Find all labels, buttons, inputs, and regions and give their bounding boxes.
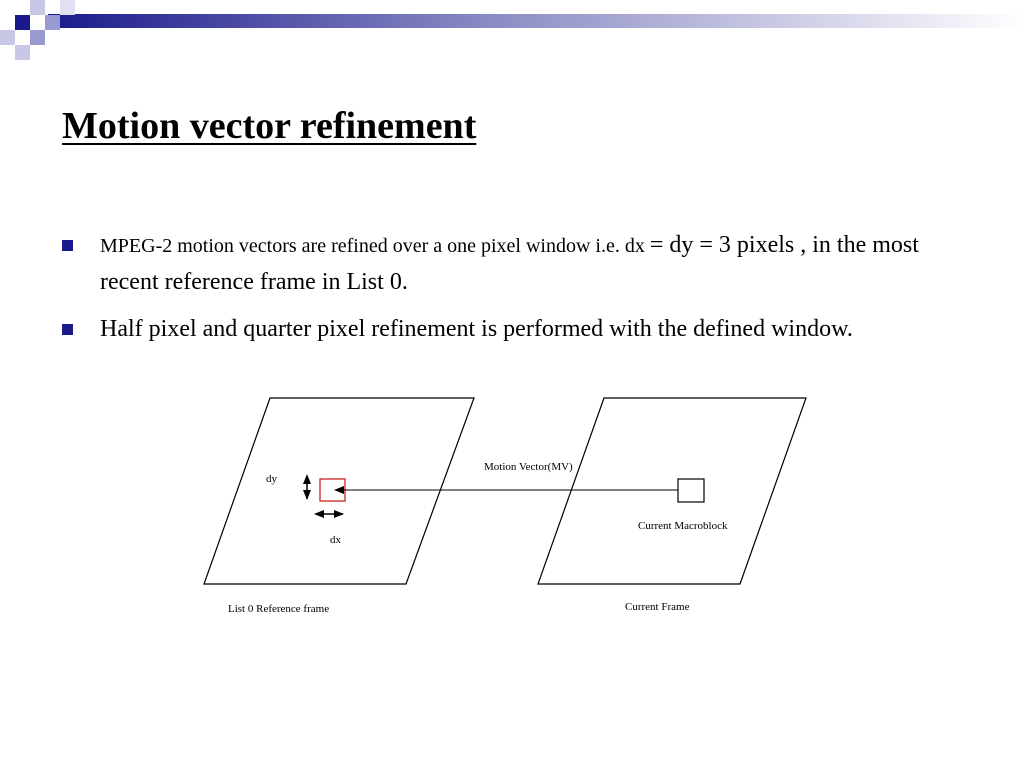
motion-vector-label: Motion Vector(MV) (484, 461, 573, 473)
square-bullet-icon (62, 240, 73, 251)
bullet-text: , in the most recent reference frame in List 0. (100, 232, 919, 295)
header-decoration (0, 0, 1024, 64)
dy-label: dy (266, 473, 277, 485)
current-frame-label: Current Frame (625, 601, 690, 613)
bullet-item (62, 228, 982, 302)
bullet-text: Half pixel and quarter pixel refinement is performed with the defined window. (100, 316, 853, 342)
motion-vector-diagram (180, 380, 840, 640)
dx-label: dx (330, 534, 341, 546)
bullet-item (62, 312, 982, 346)
bullet-text: = dy = 3 pixels (649, 232, 795, 258)
current-macroblock-box (678, 479, 704, 502)
bullet-text: MPEG-2 motion vectors are refined over a one pixel window i.e. dx (100, 235, 650, 257)
reference-frame-label: List 0 Reference frame (228, 603, 330, 615)
slide-title: Motion vector refinement (62, 105, 477, 147)
current-frame-shape (538, 398, 806, 584)
reference-frame-shape (204, 398, 474, 584)
bullet-list (62, 228, 982, 356)
square-bullet-icon (62, 324, 73, 335)
current-macroblock-label: Current Macroblock (638, 520, 728, 532)
